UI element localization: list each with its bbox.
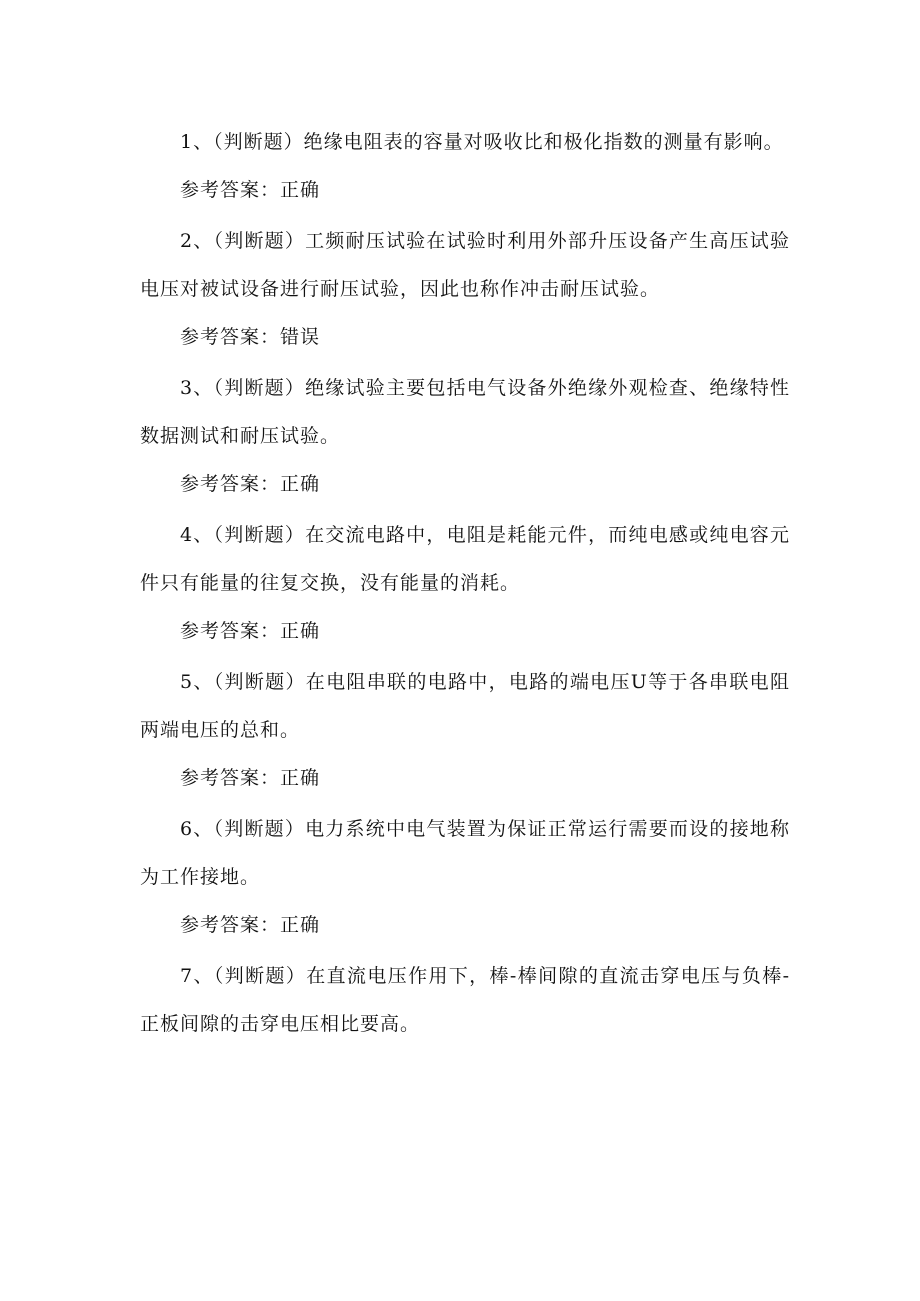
question-item-3 — [140, 364, 790, 508]
answer-text: 参考答案：正确 — [180, 914, 321, 936]
question-text: 2、（判断题）工频耐压试验在试验时利用外部升压设备产生高压试验电压对被试设备进行耐压试验，因此也称作冲击耐压试验。 — [140, 230, 790, 300]
answer-text: 参考答案：正确 — [180, 767, 321, 789]
question-item-5 — [140, 658, 790, 802]
question-text: 3、（判断题）绝缘试验主要包括电气设备外绝缘外观检查、绝缘特性数据测试和耐压试验。 — [140, 377, 790, 447]
question-item-4 — [140, 511, 790, 655]
answer-text: 参考答案：正确 — [180, 179, 321, 201]
question-item-7 — [140, 952, 790, 1048]
question-item-6 — [140, 805, 790, 949]
answer-text: 参考答案：正确 — [180, 473, 321, 495]
question-text: 6、（判断题）电力系统中电气装置为保证正常运行需要而设的接地称为工作接地。 — [140, 818, 790, 888]
question-item-1 — [140, 118, 790, 214]
answer-text: 参考答案：正确 — [180, 620, 321, 642]
question-text: 5、（判断题）在电阻串联的电路中，电路的端电压U等于各串联电阻两端电压的总和。 — [140, 671, 790, 741]
answer-text: 参考答案：错误 — [180, 326, 321, 348]
question-item-2 — [140, 217, 790, 361]
question-text: 1、（判断题）绝缘电阻表的容量对吸收比和极化指数的测量有影响。 — [180, 131, 784, 153]
question-list — [140, 118, 790, 1048]
question-text: 4、（判断题）在交流电路中，电阻是耗能元件，而纯电感或纯电容元件只有能量的往复交换，没有能量的消耗。 — [140, 524, 790, 594]
question-text: 7、（判断题）在直流电压作用下，棒-棒间隙的直流击穿电压与负棒-正板间隙的击穿电压相比要高。 — [140, 965, 790, 1035]
